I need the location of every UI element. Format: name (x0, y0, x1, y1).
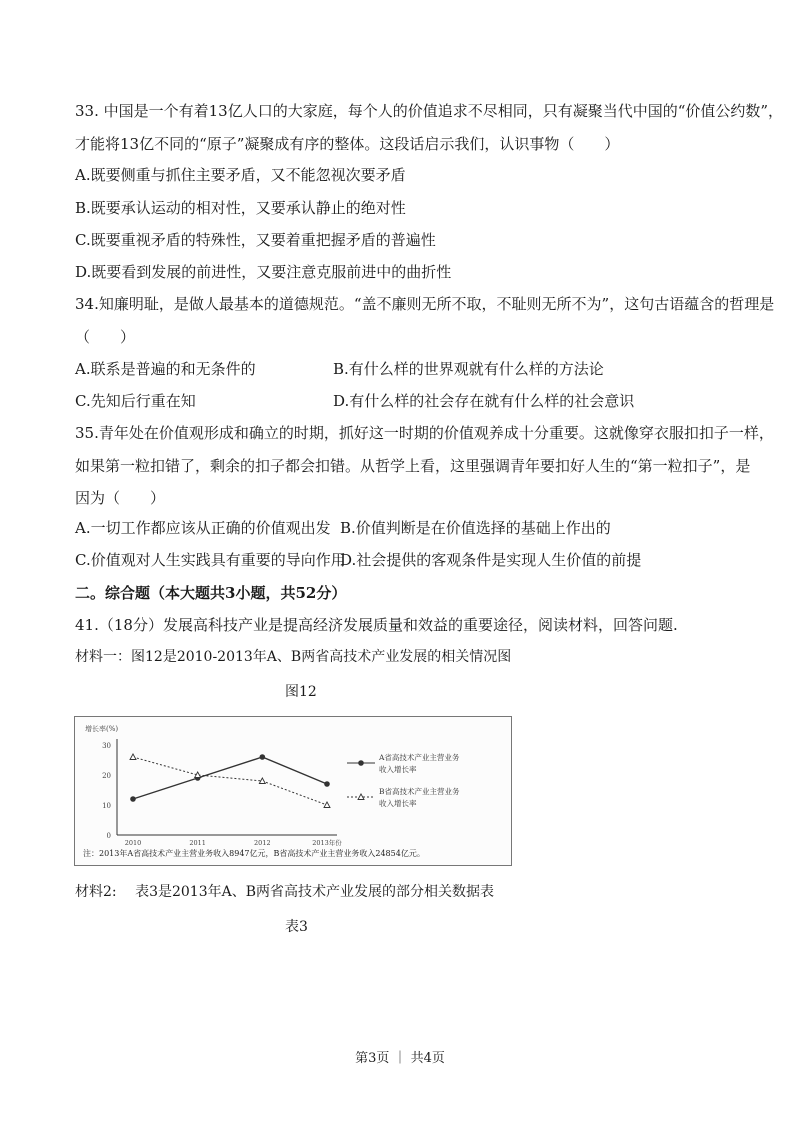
x-tick-label: 2013年份 (312, 839, 342, 847)
q35-option-a: A.一切工作都应该从正确的价值观出发 (75, 519, 331, 537)
series-lines (130, 754, 330, 808)
series-a-point (130, 796, 136, 802)
figure-12 (74, 716, 512, 866)
table-caption: 表3 (285, 919, 308, 935)
legend-label-line1: B省高技术产业主营业务 (379, 787, 460, 796)
page-footer: 第3页 ｜ 共4页 (355, 1051, 445, 1066)
q33-stem-line2: 才能将13亿不同的“原子”凝聚成有序的整体。这段话启示我们，认识事物（ ） (75, 135, 620, 153)
q33-option-b: B.既要承认运动的相对性，又要承认静止的绝对性 (75, 199, 406, 217)
q35-option-d: D.社会提供的客观条件是实现人生价值的前提 (340, 551, 642, 569)
section2-title: 二。综合题（本大题共3小题，共52分） (75, 584, 347, 602)
x-tick-label: 2012 (254, 839, 271, 847)
series-b-point (324, 802, 330, 808)
axis-ticks (102, 742, 342, 847)
q35-stem-line1: 35.青年处在价值观形成和确立的时期，抓好这一时期的价值观养成十分重要。这就像穿衣服扣扣子一样， (75, 424, 774, 442)
q35-option-c: C.价值观对人生实践具有重要的导向作用 (75, 551, 346, 569)
q33-stem-line1: 33. 中国是一个有着13亿人口的大家庭，每个人的价值追求不尽相同，只有凝聚当代中国的“价值公约数”， (75, 102, 784, 120)
y-axis-label: 增长率(%) (85, 725, 119, 733)
legend-label-line1: A省高技术产业主营业务 (379, 753, 460, 762)
line-chart (75, 717, 511, 865)
series-a-point (260, 754, 266, 760)
q33-option-d: D.既要看到发展的前进性，又要注意克服前进中的曲折性 (75, 263, 452, 281)
legend-label-line2: 收入增长率 (379, 799, 417, 808)
q33-option-c: C.既要重视矛盾的特殊性，又要着重把握矛盾的普遍性 (75, 231, 436, 249)
figure-caption: 图12 (285, 684, 317, 700)
x-tick-label: 2010 (124, 839, 142, 847)
legend-label-line2: 收入增长率 (379, 765, 417, 774)
y-tick-label: 20 (102, 772, 111, 780)
q41-material2: 材料2: 表3是2013年A、B两省高技术产业发展的部分相关数据表 (75, 884, 495, 900)
y-tick-label: 0 (106, 832, 111, 840)
q34-option-d: D.有什么样的社会存在就有什么样的社会意识 (333, 392, 635, 410)
y-tick-label: 10 (102, 802, 111, 810)
q35-option-b: B.价值判断是在价值选择的基础上作出的 (340, 519, 611, 537)
q34-option-b: B.有什么样的世界观就有什么样的方法论 (333, 360, 604, 378)
series-a-point (324, 781, 330, 787)
series-line-b (133, 757, 327, 805)
series-line-a (133, 757, 327, 799)
chart-legend (347, 752, 460, 808)
y-tick-label: 30 (102, 742, 111, 750)
legend-marker (358, 760, 364, 766)
q34-option-a: A.联系是普遍的和无条件的 (75, 360, 256, 378)
q34-option-c: C.先知后行重在知 (75, 392, 196, 410)
q33-option-a: A.既要侧重与抓住主要矛盾，又不能忽视次要矛盾 (75, 166, 406, 184)
x-tick-label: 2011 (189, 839, 206, 847)
series-b-point (130, 754, 136, 760)
q34-stem-line1: 34.知廉明耻，是做人最基本的道德规范。“盖不廉则无所不取，不耻则无所不为”，这句古语蕴含的哲理是 (75, 295, 775, 313)
q35-stem-line2: 如果第一粒扣错了，剩余的扣子都会扣错。从哲学上看，这里强调青年要扣好人生的“第一粒扣子”，是 (75, 457, 751, 475)
chart-note: 注：2013年A省高技术产业主营业务收入8947亿元，B省高技术产业主营业务收入24854亿元。 (83, 849, 425, 858)
q35-stem-line3: 因为（ ） (75, 489, 166, 507)
q41-stem: 41.（18分）发展高科技产业是提高经济发展质量和效益的重要途径，阅读材料，回答问题. (75, 616, 678, 634)
q41-material1: 材料一：图12是2010-2013年A、B两省高技术产业发展的相关情况图 (75, 649, 512, 665)
q34-stem-line2: （ ） (75, 328, 136, 346)
